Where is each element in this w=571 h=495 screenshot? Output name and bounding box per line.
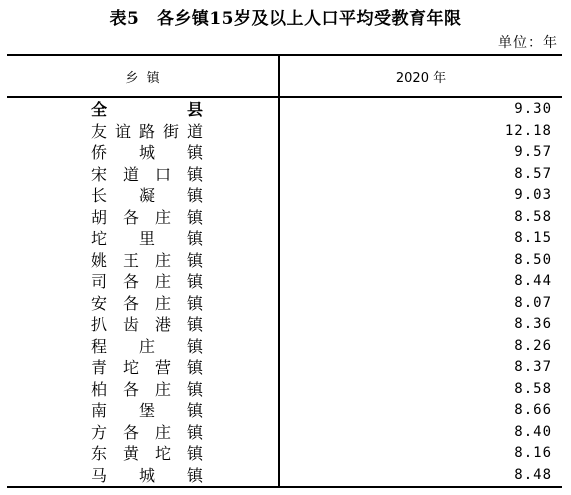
education-years-value: 8.44 [514,273,552,289]
township-name: 胡 各 庄 镇 [91,207,203,227]
table-row-name [7,121,203,143]
township-name: 侨 城 镇 [91,143,203,162]
table-row-name [7,250,203,272]
table-row-name [7,336,203,358]
education-years-value: 8.58 [514,208,552,225]
township-name: 友 谊 路 街 道 [91,121,203,141]
education-years-value: 9.30 [514,101,552,117]
township-column [7,98,280,486]
table-row-name [7,293,203,315]
value-column [280,98,562,486]
township-name: 扒 齿 港 镇 [91,315,203,334]
education-years-value: 8.66 [514,402,552,418]
header-township: 乡 镇 [7,56,280,96]
education-years-value: 8.26 [514,337,552,354]
table-row-name [7,314,203,336]
education-years-value: 12.18 [504,122,552,139]
township-name: 安 各 庄 镇 [91,293,203,313]
township-name: 姚 王 庄 镇 [91,250,203,270]
table-row-name [7,185,203,207]
township-name: 马 城 镇 [91,465,203,485]
township-name: 南 堡 镇 [91,401,203,420]
table-row-name [7,422,203,444]
table-body [7,98,562,486]
table-title: 表5 各乡镇15岁及以上人口平均受教育年限 [109,9,462,29]
table-row-name [7,357,203,379]
education-years-value: 8.37 [514,359,552,375]
table-row-name [7,443,203,465]
education-years-value: 8.48 [514,466,552,483]
table-row-name [7,228,203,250]
table-row-name [7,207,203,229]
township-name: 程 庄 镇 [91,336,203,356]
education-years-value: 8.16 [514,445,552,461]
township-name: 青 坨 营 镇 [91,358,203,377]
township-name: 全 县 [91,100,203,119]
township-name: 柏 各 庄 镇 [91,379,203,399]
table-row-name [7,142,203,164]
education-years-value: 8.40 [514,423,552,440]
unit-label: 单位：年 [498,35,558,51]
table-row-name [7,465,203,487]
township-name: 宋 道 口 镇 [91,164,203,184]
table-row-name [7,271,203,293]
table-row-name [7,99,203,121]
township-name: 坨 里 镇 [91,229,203,248]
township-name: 方 各 庄 镇 [91,422,203,442]
education-years-value: 8.07 [514,294,552,311]
table-header [7,56,562,98]
education-years-value: 9.57 [514,144,552,160]
data-table [7,54,562,488]
header-year: 2020 年 [395,70,447,86]
township-name: 司 各 庄 镇 [91,272,203,291]
education-years-value: 8.15 [514,230,552,246]
table-row-name [7,379,203,401]
education-years-value: 8.58 [514,380,552,397]
education-years-value: 8.36 [514,316,552,332]
education-years-value: 8.50 [514,251,552,268]
education-years-value: 8.57 [514,165,552,182]
education-years-value: 9.03 [514,187,552,203]
table-row-name [7,164,203,186]
township-name: 长 凝 镇 [91,186,203,205]
township-name: 东 黄 坨 镇 [91,444,203,463]
table-row-name [7,400,203,422]
